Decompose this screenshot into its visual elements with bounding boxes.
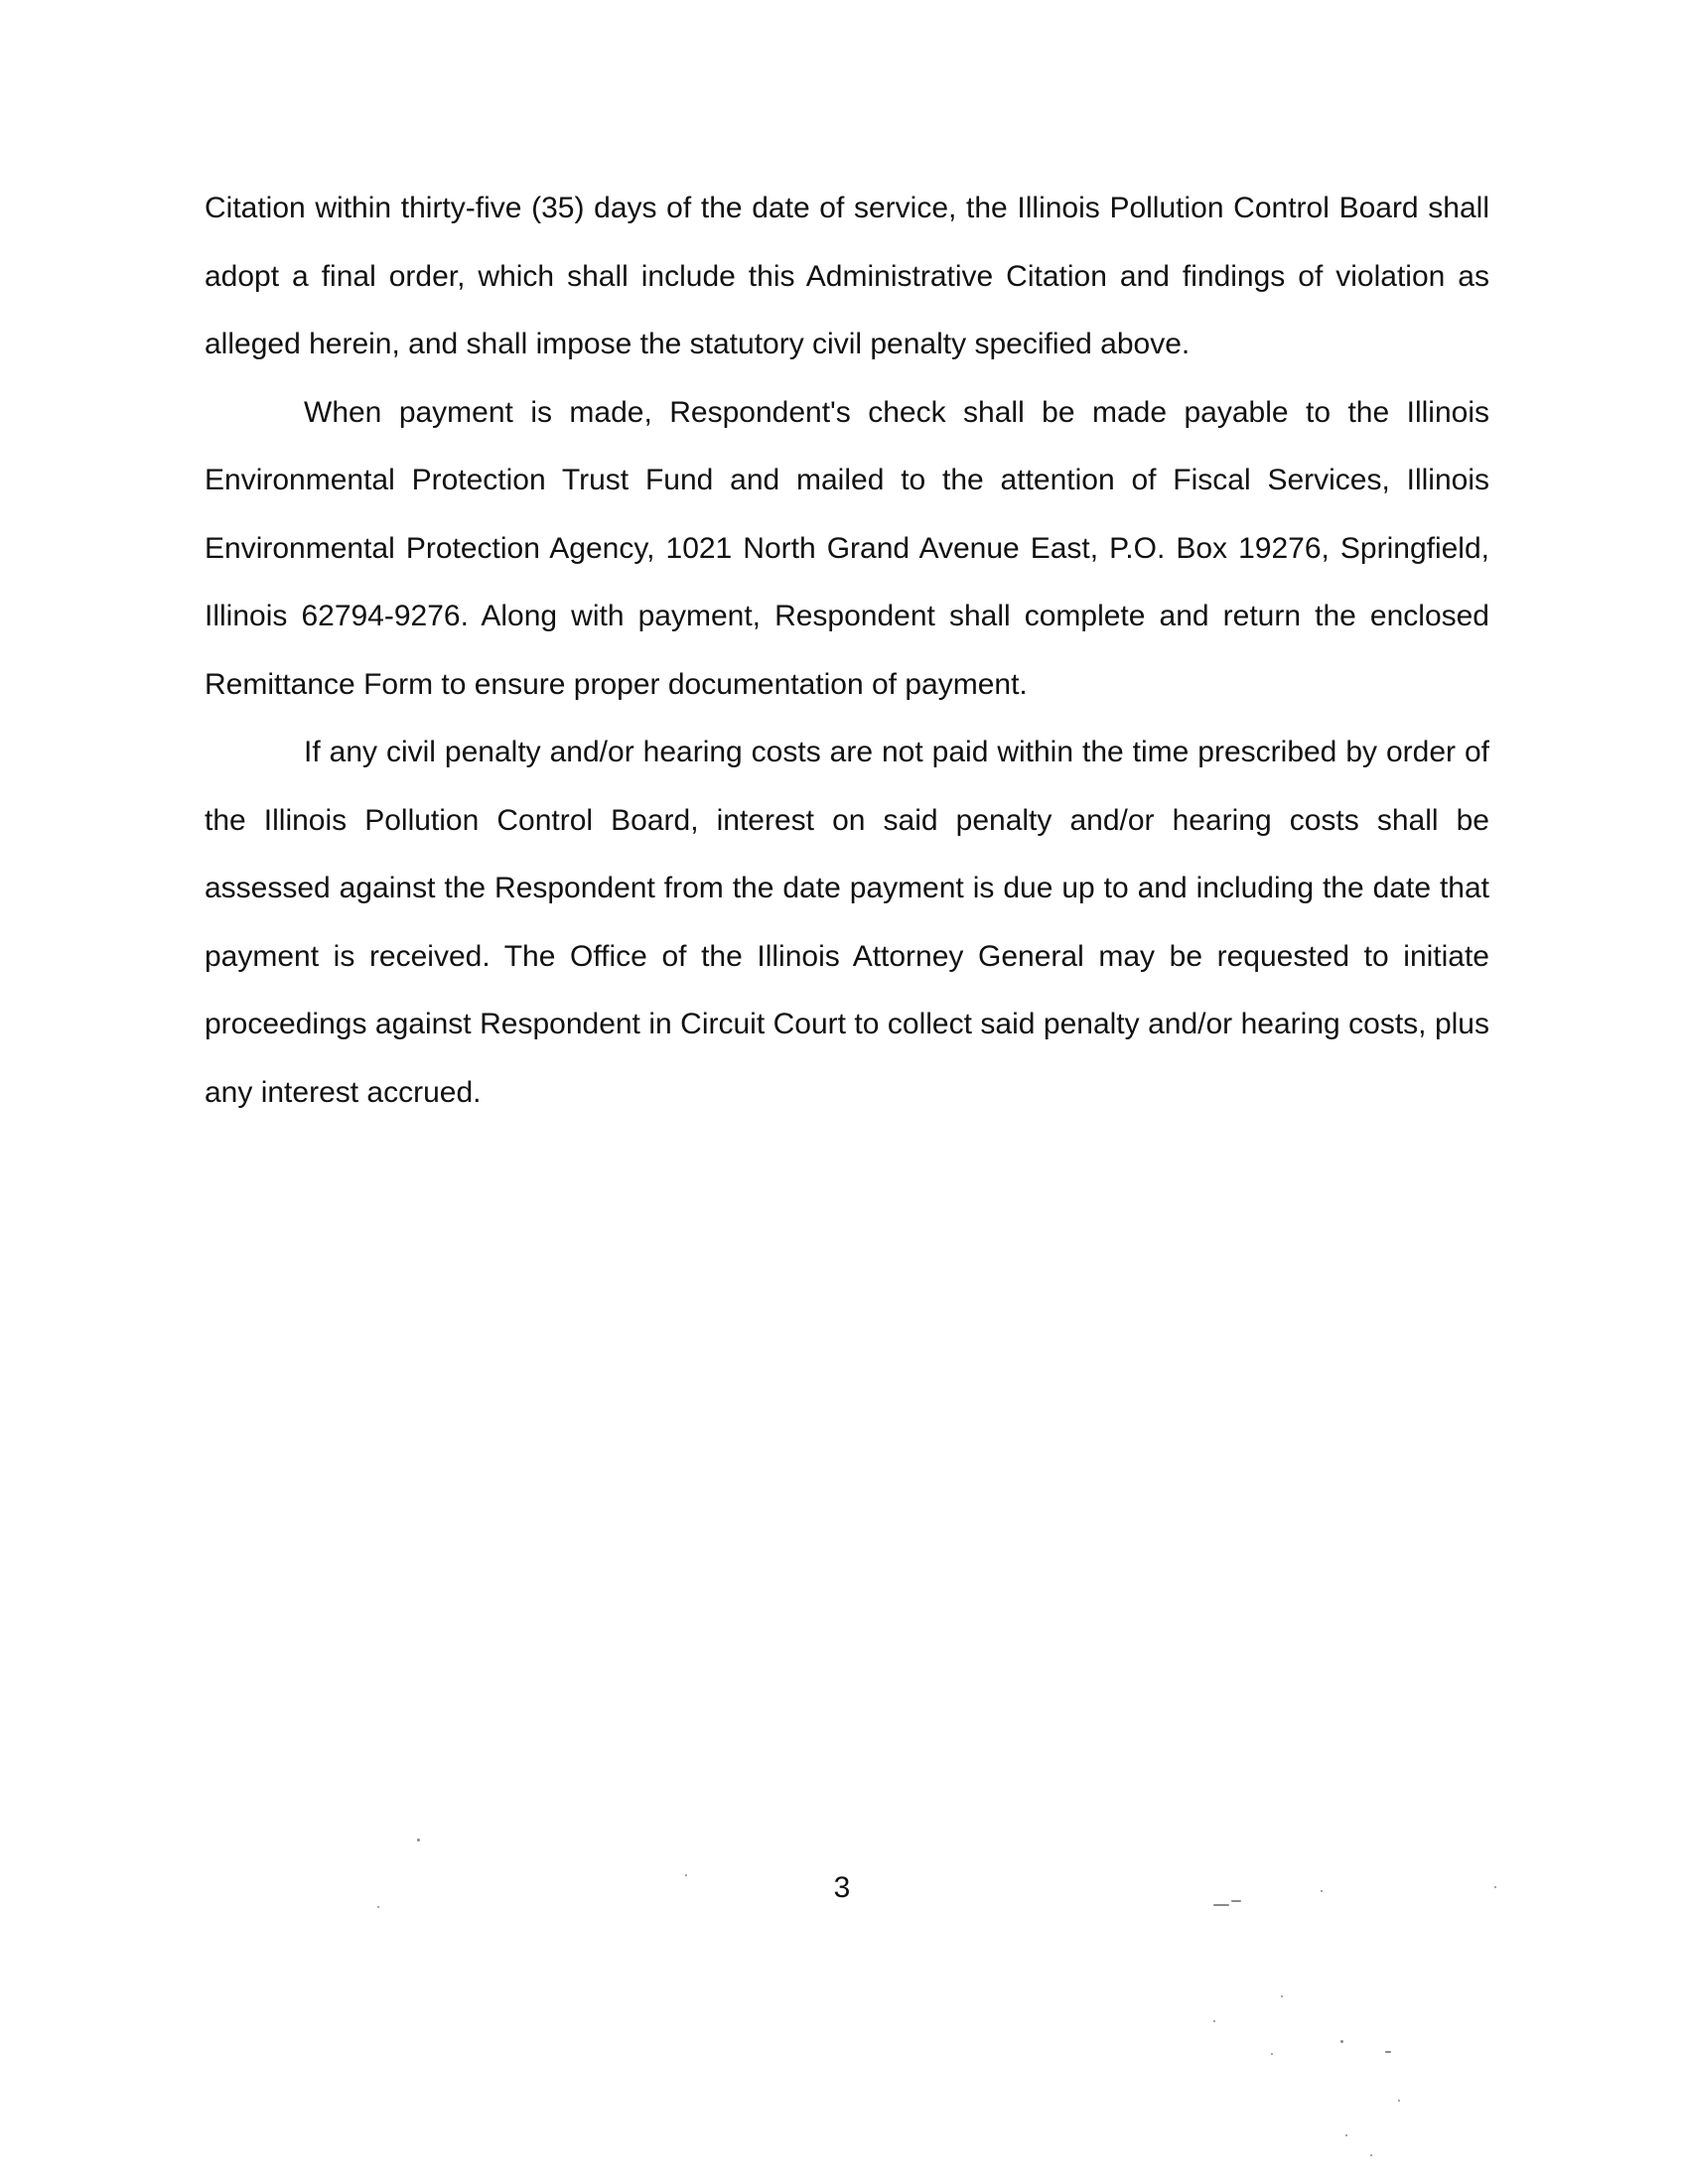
scan-speck — [1213, 2020, 1215, 2022]
scan-speck — [1281, 1995, 1283, 1997]
scan-speck — [377, 1906, 379, 1908]
scan-speck — [1231, 1900, 1241, 1902]
paragraph-payment-instructions: When payment is made, Respondent's check shall be made payable to the Illinois Environmental Protection Trust Fund and mailed to the attention of Fiscal Services, Illinois Environmental Protection Agency, 1021 North Grand Avenue East, P.O. Box 19276, Springfield, Illinois 62794-9276. Along with payment, Respondent shall complete and return the enclosed Remittance Form to ensure proper documentation of payment. — [205, 395, 1489, 701]
scan-speck — [1271, 2053, 1273, 2055]
scan-speck — [1340, 2040, 1343, 2043]
paragraph-citation-continuation: Citation within thirty-five (35) days of the date of service, the Illinois Pollution Control Board shall adopt a final order, which shall include this Administrative Citation and findings of violation as alleged herein, and shall impose the statutory civil penalty specified above. — [205, 192, 1489, 360]
scan-speck — [1385, 2051, 1391, 2053]
scan-speck — [1345, 2134, 1347, 2136]
document-body — [205, 175, 1489, 1127]
paragraph-interest-and-collection: If any civil penalty and/or hearing costs are not paid within the time prescribed by order of the Illinois Pollution Control Board, interest on said penalty and/or hearing costs shall be assessed against the Respondent from the date payment is due up to and including the date that payment is received. The Office of the Illinois Attorney General may be requested to initiate proceedings against Respondent in Circuit Court to collect said penalty and/or hearing costs, plus any interest accrued. — [205, 736, 1489, 1109]
scan-speck — [1213, 1904, 1229, 1906]
scan-speck — [417, 1839, 420, 1842]
scan-speck — [1398, 2100, 1400, 2102]
page-number: 3 — [833, 1871, 851, 1904]
scan-speck — [1494, 1886, 1496, 1888]
scan-speck — [685, 1874, 687, 1876]
scan-speck — [1321, 1890, 1323, 1892]
scan-speck — [1370, 2154, 1372, 2156]
